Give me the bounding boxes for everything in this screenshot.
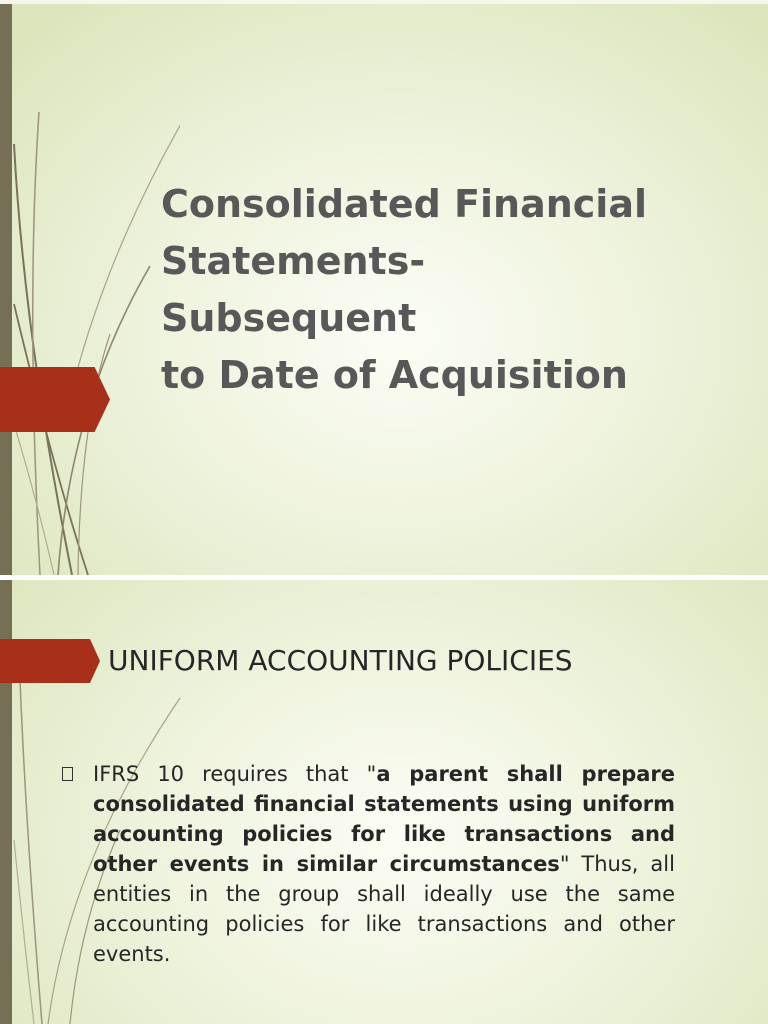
hollow-square-bullet-icon bbox=[62, 767, 73, 781]
bullet-intro: IFRS 10 requires that " bbox=[93, 762, 377, 786]
title-line-3: to Date of Acquisition bbox=[161, 353, 628, 397]
bullet-paragraph bbox=[93, 759, 675, 969]
bullet-quote: a parent shall prepare consolidated financial statements using uniform accounting policies for like transactions and other events in similar circumstances bbox=[93, 762, 675, 876]
slide-title bbox=[161, 176, 671, 404]
red-arrow-tag bbox=[0, 639, 100, 683]
title-line-2: Statements-Subsequent bbox=[161, 239, 426, 340]
grass-decoration bbox=[0, 4, 180, 575]
slide-heading: UNIFORM ACCOUNTING POLICIES bbox=[108, 644, 573, 677]
red-arrow-tag bbox=[0, 367, 110, 432]
content-slide bbox=[0, 580, 768, 1024]
title-line-1: Consolidated Financial bbox=[161, 182, 647, 226]
bullet-conclusion: " Thus, all entities in the group shall ideally use the same accounting policies for like transactions and other events. bbox=[93, 852, 675, 966]
title-slide bbox=[0, 4, 768, 575]
left-accent-bar bbox=[0, 4, 12, 575]
